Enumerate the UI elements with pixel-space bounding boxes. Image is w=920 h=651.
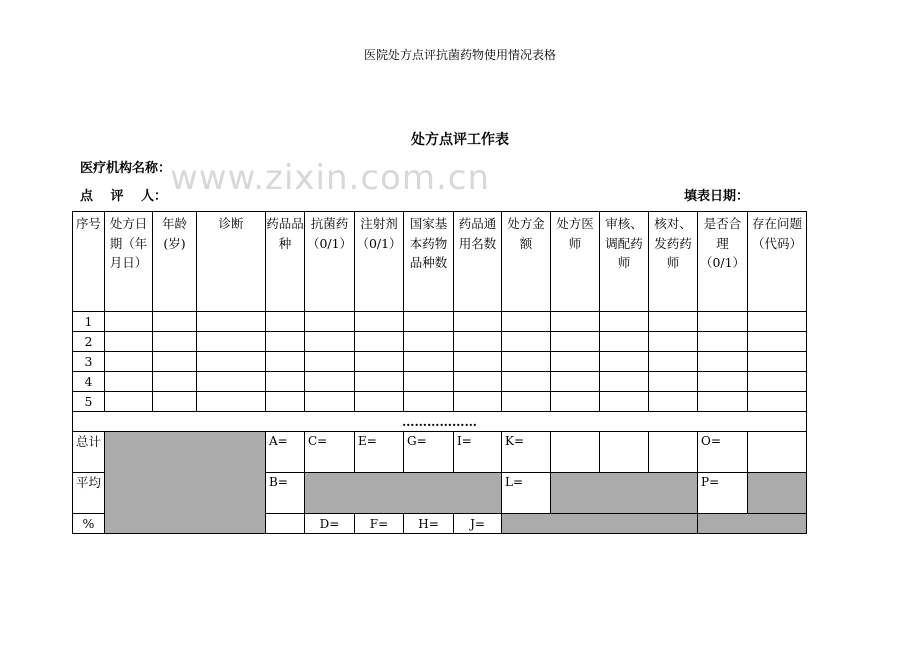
table-row bbox=[73, 312, 807, 332]
cell[interactable] bbox=[153, 332, 197, 352]
shaded-block bbox=[748, 473, 807, 514]
symbol-e: E= bbox=[355, 432, 404, 473]
cell[interactable] bbox=[649, 372, 698, 392]
cell[interactable] bbox=[600, 392, 649, 412]
table-row bbox=[73, 332, 807, 352]
cell[interactable] bbox=[649, 432, 698, 473]
cell[interactable] bbox=[266, 514, 305, 534]
shaded-block bbox=[105, 432, 266, 534]
header-cell: 处方日期（年月日） bbox=[105, 212, 153, 312]
symbol-k: K= bbox=[502, 432, 551, 473]
cell[interactable] bbox=[502, 332, 551, 352]
row-index: 4 bbox=[73, 372, 105, 392]
cell[interactable] bbox=[649, 332, 698, 352]
symbol-d: D= bbox=[305, 514, 355, 534]
cell[interactable] bbox=[305, 352, 355, 372]
cell[interactable] bbox=[454, 392, 502, 412]
symbol-o: O= bbox=[698, 432, 748, 473]
symbol-j: J= bbox=[454, 514, 502, 534]
header-cell: 存在问题（代码） bbox=[748, 212, 807, 312]
cell[interactable] bbox=[454, 332, 502, 352]
header-cell: 是否合理（0/1） bbox=[698, 212, 748, 312]
shaded-block bbox=[502, 514, 698, 534]
cell[interactable] bbox=[404, 372, 454, 392]
cell[interactable] bbox=[600, 352, 649, 372]
cell[interactable] bbox=[355, 372, 404, 392]
symbol-l: L= bbox=[502, 473, 551, 514]
cell[interactable] bbox=[105, 332, 153, 352]
cell[interactable] bbox=[105, 352, 153, 372]
cell[interactable] bbox=[404, 392, 454, 412]
cell[interactable] bbox=[551, 432, 600, 473]
cell[interactable] bbox=[153, 392, 197, 412]
table-row bbox=[73, 352, 807, 372]
header-cell: 处方金额 bbox=[502, 212, 551, 312]
symbol-g: G= bbox=[404, 432, 454, 473]
ellipsis-row bbox=[73, 412, 807, 432]
symbol-f: F= bbox=[355, 514, 404, 534]
shaded-block bbox=[551, 473, 698, 514]
cell[interactable] bbox=[355, 312, 404, 332]
cell[interactable] bbox=[197, 352, 266, 372]
shaded-block bbox=[305, 473, 502, 514]
cell[interactable] bbox=[698, 332, 748, 352]
total-label: 总计 bbox=[73, 432, 105, 473]
cell[interactable] bbox=[600, 372, 649, 392]
header-cell: 国家基本药物品种数 bbox=[404, 212, 454, 312]
cell[interactable] bbox=[197, 372, 266, 392]
header-cell: 核对、发药药师 bbox=[649, 212, 698, 312]
cell[interactable] bbox=[355, 352, 404, 372]
header-cell: 注射剂（0/1） bbox=[355, 212, 404, 312]
cell[interactable] bbox=[266, 392, 305, 412]
row-index: 1 bbox=[73, 312, 105, 332]
cell[interactable] bbox=[454, 372, 502, 392]
cell[interactable] bbox=[748, 312, 807, 332]
row-index: 5 bbox=[73, 392, 105, 412]
cell[interactable] bbox=[404, 332, 454, 352]
average-label: 平均 bbox=[73, 473, 105, 514]
header-cell: 序号 bbox=[73, 212, 105, 312]
row-index: 3 bbox=[73, 352, 105, 372]
cell[interactable] bbox=[551, 372, 600, 392]
cell[interactable] bbox=[454, 312, 502, 332]
cell[interactable] bbox=[355, 332, 404, 352]
header-row bbox=[73, 212, 807, 312]
cell[interactable] bbox=[551, 332, 600, 352]
symbol-b: B= bbox=[266, 473, 305, 514]
header-cell: 审核、调配药师 bbox=[600, 212, 649, 312]
header-cell: 诊断 bbox=[197, 212, 266, 312]
watermark: www.zixin.com.cn bbox=[170, 158, 490, 198]
cell[interactable] bbox=[698, 352, 748, 372]
cell[interactable] bbox=[600, 432, 649, 473]
cell[interactable] bbox=[105, 392, 153, 412]
cell[interactable] bbox=[502, 392, 551, 412]
table-row bbox=[73, 392, 807, 412]
cell[interactable] bbox=[551, 352, 600, 372]
cell[interactable] bbox=[600, 312, 649, 332]
document-title: 医院处方点评抗菌药物使用情况表格 bbox=[363, 48, 556, 62]
cell[interactable] bbox=[502, 312, 551, 332]
org-name-label: 医疗机构名称： bbox=[80, 161, 172, 176]
cell[interactable] bbox=[649, 352, 698, 372]
header-cell: 处方医师 bbox=[551, 212, 600, 312]
cell[interactable] bbox=[355, 392, 404, 412]
row-index: 2 bbox=[73, 332, 105, 352]
cell[interactable] bbox=[698, 392, 748, 412]
cell[interactable] bbox=[551, 312, 600, 332]
symbol-h: H= bbox=[404, 514, 454, 534]
cell[interactable] bbox=[197, 312, 266, 332]
percent-label: % bbox=[73, 514, 105, 534]
cell[interactable] bbox=[502, 372, 551, 392]
total-row bbox=[73, 432, 807, 473]
cell[interactable] bbox=[502, 352, 551, 372]
cell[interactable] bbox=[197, 392, 266, 412]
form-title: 处方点评工作表 bbox=[411, 132, 509, 148]
cell[interactable] bbox=[698, 312, 748, 332]
cell[interactable] bbox=[404, 352, 454, 372]
cell[interactable] bbox=[649, 392, 698, 412]
cell[interactable] bbox=[600, 332, 649, 352]
cell[interactable] bbox=[649, 312, 698, 332]
header-cell: 年龄(岁) bbox=[153, 212, 197, 312]
cell[interactable] bbox=[105, 312, 153, 332]
cell[interactable] bbox=[551, 392, 600, 412]
cell[interactable] bbox=[197, 332, 266, 352]
header-cell: 抗菌药（0/1） bbox=[305, 212, 355, 312]
ellipsis-cell: ……………… bbox=[73, 412, 807, 432]
fill-date-label: 填表日期： bbox=[684, 189, 750, 204]
review-table bbox=[72, 211, 807, 534]
cell[interactable] bbox=[698, 372, 748, 392]
cell[interactable] bbox=[153, 312, 197, 332]
cell[interactable] bbox=[266, 352, 305, 372]
symbol-p: P= bbox=[698, 473, 748, 514]
cell[interactable] bbox=[305, 392, 355, 412]
shaded-block bbox=[698, 514, 807, 534]
cell[interactable] bbox=[748, 392, 807, 412]
cell[interactable] bbox=[748, 332, 807, 352]
cell[interactable] bbox=[305, 312, 355, 332]
cell[interactable] bbox=[153, 352, 197, 372]
cell[interactable] bbox=[105, 372, 153, 392]
cell[interactable] bbox=[404, 312, 454, 332]
symbol-a: A= bbox=[266, 432, 305, 473]
header-cell: 药品品种 bbox=[266, 212, 305, 312]
reviewer-label: 点 评 人： bbox=[80, 189, 168, 204]
cell[interactable] bbox=[748, 372, 807, 392]
cell[interactable] bbox=[305, 372, 355, 392]
symbol-i: I= bbox=[454, 432, 502, 473]
cell[interactable] bbox=[266, 332, 305, 352]
cell[interactable] bbox=[266, 372, 305, 392]
cell[interactable] bbox=[266, 312, 305, 332]
cell[interactable] bbox=[748, 432, 807, 473]
cell[interactable] bbox=[305, 332, 355, 352]
cell[interactable] bbox=[748, 352, 807, 372]
table-row bbox=[73, 372, 807, 392]
cell[interactable] bbox=[153, 372, 197, 392]
cell[interactable] bbox=[454, 352, 502, 372]
header-cell: 药品通用名数 bbox=[454, 212, 502, 312]
symbol-c: C= bbox=[305, 432, 355, 473]
